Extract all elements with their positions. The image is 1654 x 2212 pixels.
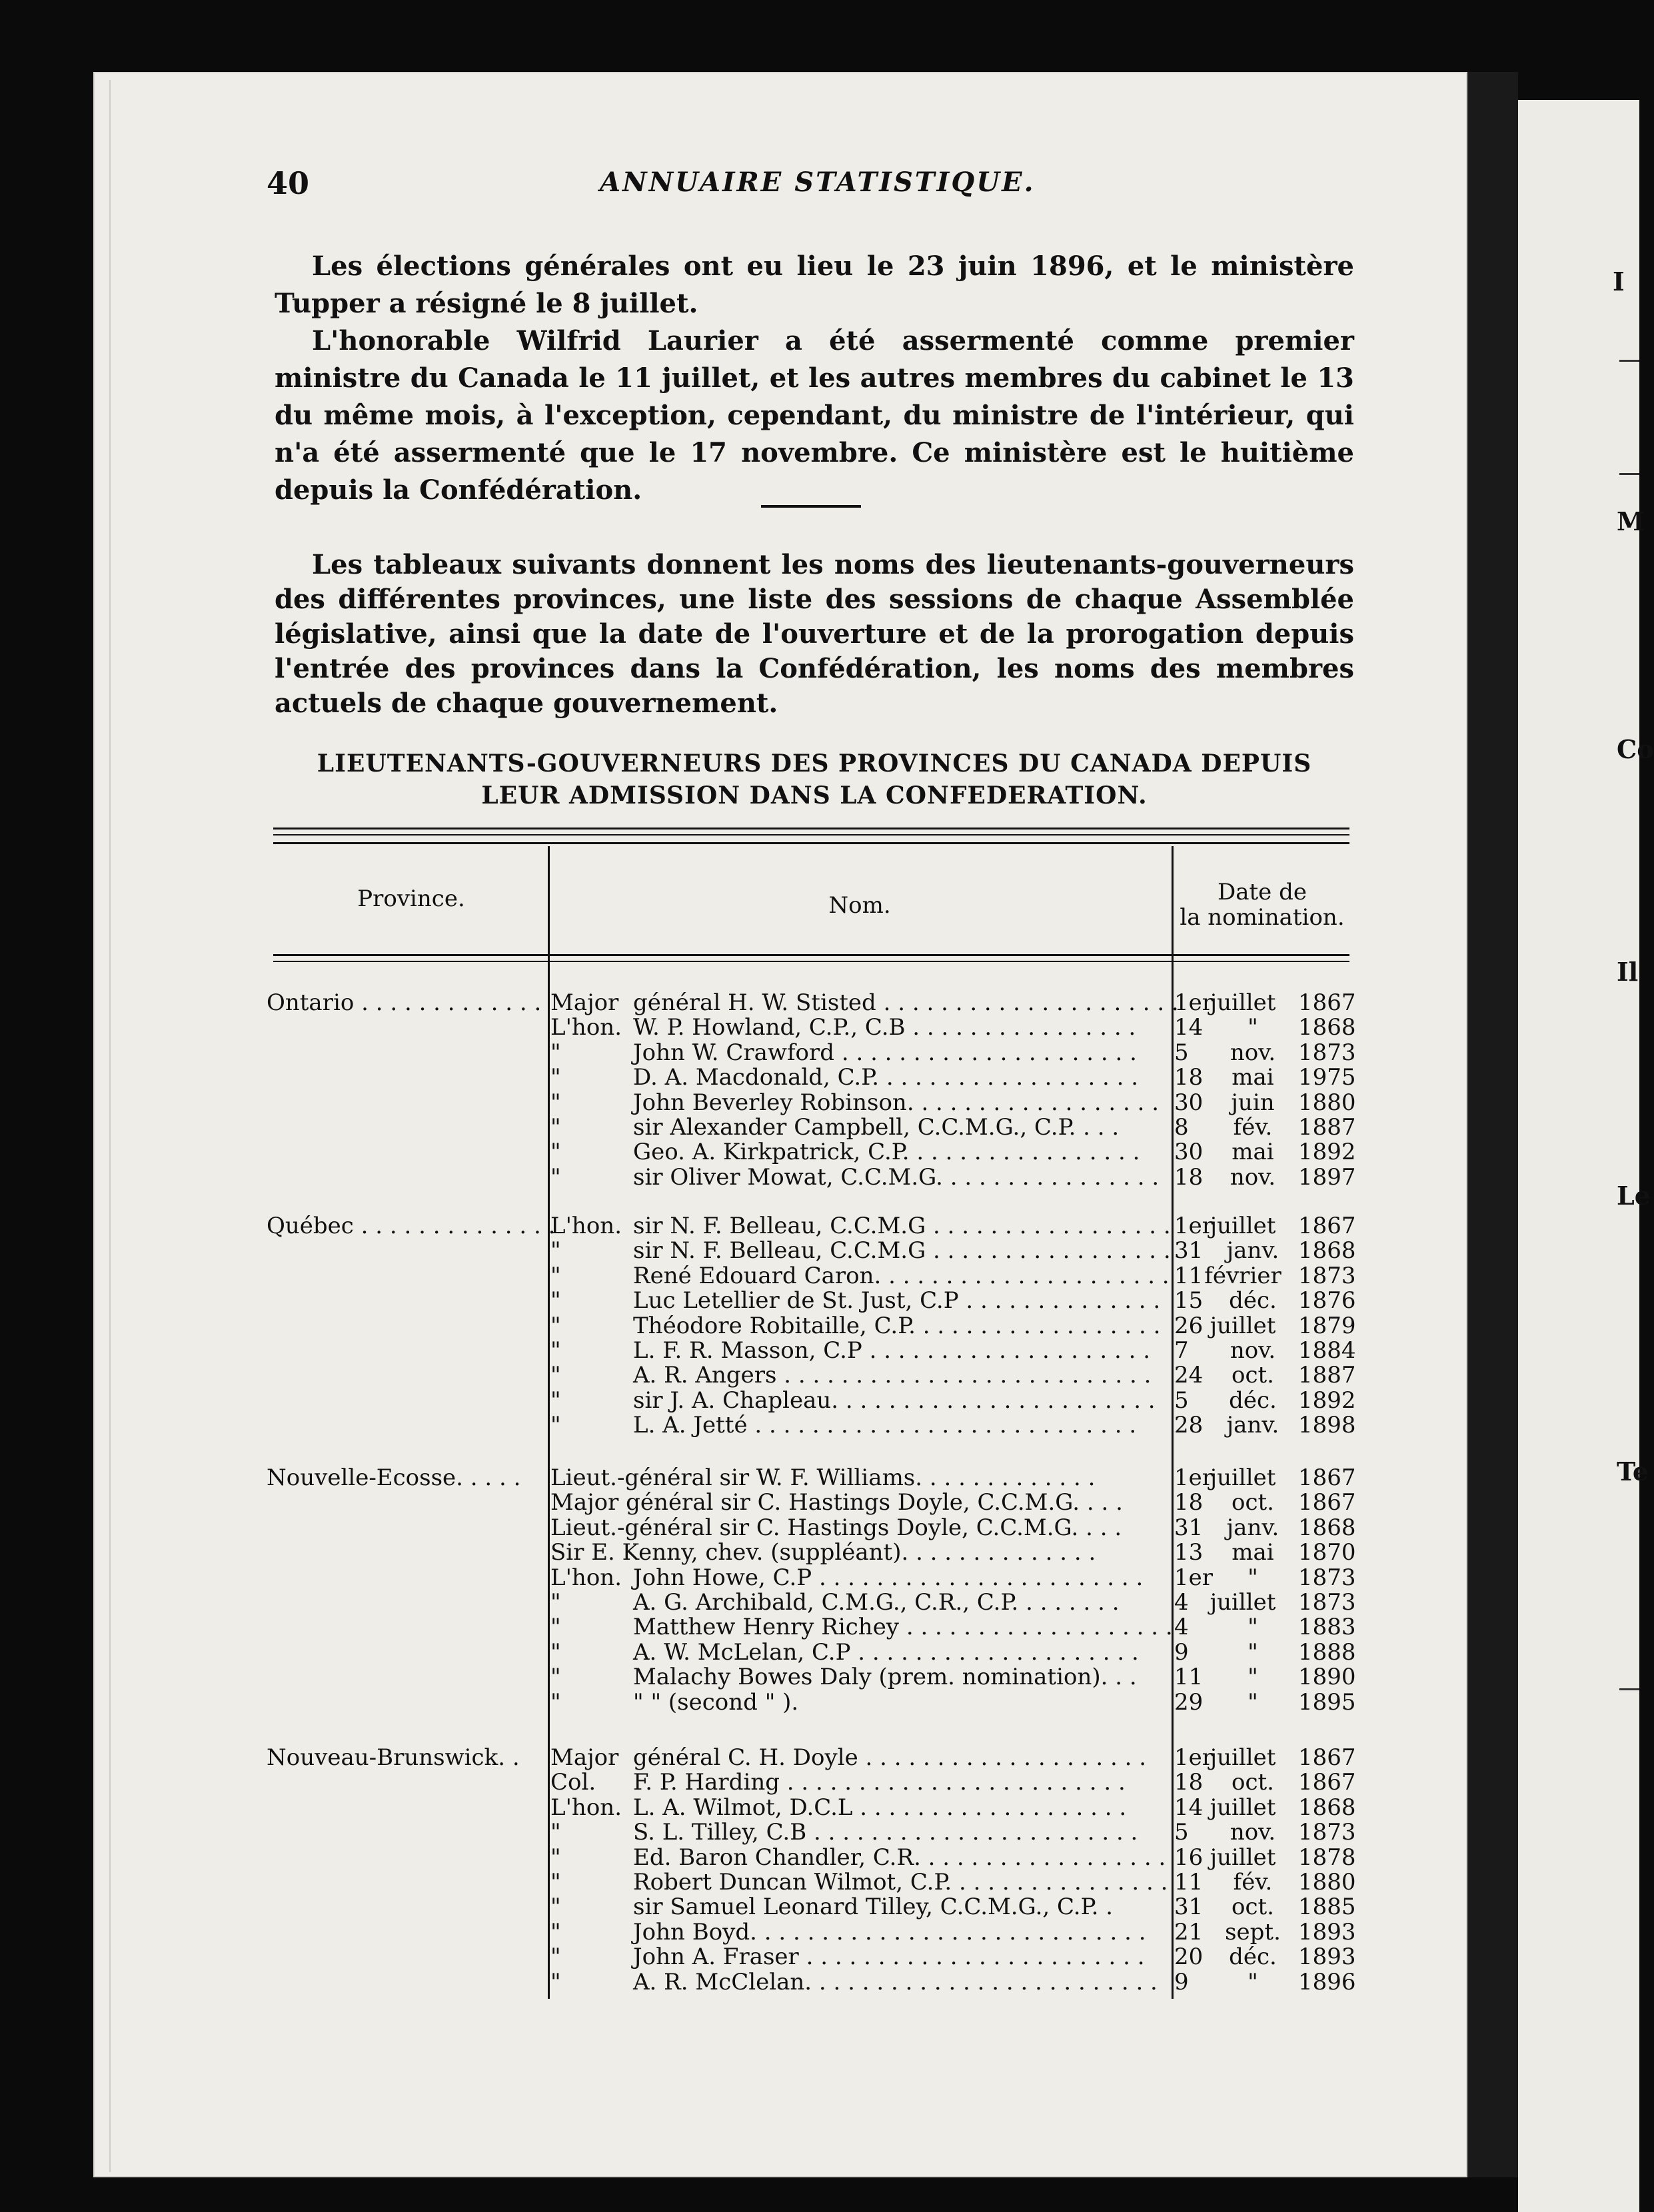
title-cell: L'hon. <box>550 1014 622 1041</box>
day-cell: 9 <box>1174 1639 1189 1666</box>
day-cell: 13 <box>1174 1539 1204 1566</box>
day-cell: 31 <box>1174 1894 1204 1920</box>
table-row <box>0 1490 1373 1515</box>
year-cell: 1867 <box>1298 989 1356 1016</box>
day-cell: 7 <box>1174 1337 1189 1364</box>
title-cell: " <box>550 1139 561 1165</box>
day-cell: 18 <box>1174 1064 1204 1091</box>
name-cell: Robert Duncan Wilmot, C.P. . . . . . . . . . . . . . . . <box>633 1869 1168 1896</box>
month-cell: juillet <box>1210 1464 1276 1491</box>
day-cell: 1er <box>1174 1464 1214 1491</box>
name-cell: Ed. Baron Chandler, C.R. . . . . . . . . . . . . . . . . . <box>633 1844 1166 1871</box>
table-row <box>0 1289 1373 1313</box>
name-cell: S. L. Tilley, C.B . . . . . . . . . . . . . . . . . . . . . . . <box>633 1819 1138 1846</box>
province-cell: Nouvelle-Ecosse. . . . . <box>267 1464 521 1491</box>
name-cell: sir Samuel Leonard Tilley, C.C.M.G., C.P. . <box>633 1894 1114 1920</box>
month-cell: nov. <box>1230 1039 1276 1066</box>
day-cell: 18 <box>1174 1769 1204 1796</box>
section-divider <box>761 505 861 508</box>
month-cell: mai <box>1232 1539 1274 1566</box>
year-cell: 1876 <box>1298 1287 1356 1314</box>
title-cell: " <box>550 1039 561 1066</box>
title-cell: " <box>550 1664 561 1690</box>
table-row <box>0 1640 1373 1665</box>
name-cell: A. G. Archibald, C.M.G., C.R., C.P. . . . . . . . <box>633 1589 1120 1616</box>
name-cell: A. R. McClelan. . . . . . . . . . . . . . . . . . . . . . . . . <box>633 1969 1158 1995</box>
table-row <box>0 1165 1373 1190</box>
name-cell: L. A. Jetté . . . . . . . . . . . . . . . . . . . . . . . . . . . <box>633 1412 1137 1438</box>
name-cell: sir N. F. Belleau, C.C.M.G . . . . . . . . . . . . . . . . . <box>633 1213 1171 1239</box>
month-cell: juillet <box>1210 1744 1276 1771</box>
title-cell: " <box>550 1337 561 1364</box>
year-cell: 1880 <box>1298 1869 1356 1896</box>
year-cell: 1870 <box>1298 1539 1356 1566</box>
year-cell: 1893 <box>1298 1943 1356 1970</box>
month-cell: fév. <box>1233 1869 1273 1896</box>
month-cell: déc. <box>1229 1943 1277 1970</box>
month-cell: " <box>1247 1689 1258 1716</box>
year-cell: 1879 <box>1298 1313 1356 1339</box>
table-row <box>0 1566 1373 1590</box>
title-cell: " <box>550 1313 561 1339</box>
intro-text <box>275 248 1354 509</box>
name-cell: L. A. Wilmot, D.C.L . . . . . . . . . . . . . . . . . . . <box>633 1794 1127 1821</box>
day-cell: 5 <box>1174 1387 1189 1414</box>
table-row <box>0 1870 1373 1895</box>
day-cell: 11 <box>1174 1263 1204 1289</box>
month-cell: déc. <box>1229 1287 1277 1314</box>
day-cell: 31 <box>1174 1514 1204 1541</box>
name-cell: général H. W. Stisted . . . . . . . . . . . . . . . . . . . . . <box>633 989 1179 1016</box>
day-cell: 30 <box>1174 1089 1204 1116</box>
province-cell: Nouveau-Brunswick. . <box>267 1744 520 1771</box>
year-cell: 1867 <box>1298 1489 1356 1516</box>
table-row <box>0 1339 1373 1363</box>
column-header-name: Nom. <box>828 892 891 919</box>
table-row <box>0 1920 1373 1945</box>
year-cell: 1884 <box>1298 1337 1356 1364</box>
title-cell: " <box>550 1164 561 1191</box>
name-cell: Major général sir C. Hastings Doyle, C.C.M.G. . . . <box>550 1489 1123 1516</box>
table-row <box>0 1214 1373 1239</box>
day-cell: 18 <box>1174 1164 1204 1191</box>
day-cell: 15 <box>1174 1287 1204 1314</box>
title-cell: " <box>550 1689 561 1716</box>
year-cell: 1867 <box>1298 1744 1356 1771</box>
table-row <box>0 1895 1373 1920</box>
day-cell: 16 <box>1174 1844 1204 1871</box>
month-cell: nov. <box>1230 1164 1276 1191</box>
table-row <box>0 1690 1373 1715</box>
table-title-line: LEUR ADMISSION DANS LA CONFEDERATION. <box>481 782 1148 810</box>
tables-intro-paragraph: Les tableaux suivants donnent les noms des lieutenants-gouverneurs des différentes provinces, une liste des sessions de chaque Assemblée législative, ainsi que la date de l'ouverture et de la prorogation depuis l'entrée des provinces dans la Confédération, les noms des membres actuels de chaque gouvernement. <box>275 549 1354 719</box>
day-cell: 5 <box>1174 1039 1189 1066</box>
table-row <box>0 1314 1373 1339</box>
title-cell: " <box>550 1919 561 1945</box>
table-row <box>0 1388 1373 1413</box>
year-cell: 1887 <box>1298 1362 1356 1388</box>
month-cell: " <box>1247 1969 1258 1995</box>
day-cell: 30 <box>1174 1139 1204 1165</box>
column-header-date-line: Date de <box>1217 879 1307 905</box>
table-row <box>0 1590 1373 1615</box>
table-row <box>0 1945 1373 1969</box>
month-cell: " <box>1247 1564 1258 1591</box>
name-cell: sir Oliver Mowat, C.C.M.G. . . . . . . . . . . . . . . . <box>633 1164 1160 1191</box>
adjacent-fragment: M <box>1617 506 1645 536</box>
title-cell: " <box>550 1064 561 1091</box>
month-cell: juillet <box>1210 1844 1276 1871</box>
month-cell: fév. <box>1233 1114 1273 1141</box>
title-cell: " <box>550 1969 561 1995</box>
name-cell: John A. Fraser . . . . . . . . . . . . . . . . . . . . . . . . <box>633 1943 1145 1970</box>
header-bottom-rule <box>273 954 1349 956</box>
name-cell: A. W. McLelan, C.P . . . . . . . . . . . . . . . . . . . . <box>633 1639 1139 1666</box>
name-cell: John Boyd. . . . . . . . . . . . . . . . . . . . . . . . . . . . <box>633 1919 1146 1945</box>
year-cell: 1867 <box>1298 1464 1356 1491</box>
day-cell: 31 <box>1174 1237 1204 1264</box>
year-cell: 1883 <box>1298 1614 1356 1640</box>
month-cell: mai <box>1232 1064 1274 1091</box>
name-cell: F. P. Harding . . . . . . . . . . . . . . . . . . . . . . . . <box>633 1769 1126 1796</box>
adjacent-fragment: Le <box>1617 1181 1651 1211</box>
title-cell: " <box>550 1844 561 1871</box>
year-cell: 1885 <box>1298 1894 1356 1920</box>
table-row <box>0 1413 1373 1438</box>
month-cell: février <box>1204 1263 1281 1289</box>
month-cell: juillet <box>1210 1313 1276 1339</box>
year-cell: 1873 <box>1298 1263 1356 1289</box>
adjacent-rule <box>1619 473 1639 475</box>
title-cell: L'hon. <box>550 1564 622 1591</box>
day-cell: 18 <box>1174 1489 1204 1516</box>
month-cell: janv. <box>1226 1514 1279 1541</box>
year-cell: 1890 <box>1298 1664 1356 1690</box>
adjacent-page <box>1518 100 1639 2212</box>
day-cell: 11 <box>1174 1869 1204 1896</box>
adjacent-rule <box>1619 1688 1639 1690</box>
intro-paragraph: L'honorable Wilfrid Laurier a été assermenté comme premier ministre du Canada le 11 juillet, et les autres membres du cabinet le 13 du même mois, à l'exception, cependant, du ministre de l'intérieur, qui n'a été assermenté que le 17 novembre. Ce ministère est le huitième depuis la Confédération. <box>275 325 1354 506</box>
name-cell: D. A. Macdonald, C.P. . . . . . . . . . . . . . . . . . . <box>633 1064 1139 1091</box>
table-row <box>0 1820 1373 1845</box>
title-cell: " <box>550 1943 561 1970</box>
title-cell: " <box>550 1114 561 1141</box>
title-cell: " <box>550 1819 561 1846</box>
table-row <box>0 1140 1373 1165</box>
name-cell: Geo. A. Kirkpatrick, C.P. . . . . . . . . . . . . . . . . <box>633 1139 1140 1165</box>
title-cell: Major <box>550 989 619 1016</box>
year-cell: 1880 <box>1298 1089 1356 1116</box>
month-cell: mai <box>1232 1139 1274 1165</box>
day-cell: 5 <box>1174 1819 1189 1846</box>
header-bottom-rule <box>273 961 1349 962</box>
tables-intro <box>275 548 1354 721</box>
adjacent-fragment: I <box>1613 267 1625 296</box>
name-cell: Théodore Robitaille, C.P. . . . . . . . . . . . . . . . . . <box>633 1313 1161 1339</box>
year-cell: 1895 <box>1298 1689 1356 1716</box>
name-cell: W. P. Howland, C.P., C.B . . . . . . . . . . . . . . . . <box>633 1014 1136 1041</box>
title-cell: " <box>550 1412 561 1438</box>
name-cell: sir Alexander Campbell, C.C.M.G., C.P. . . . <box>633 1114 1120 1141</box>
month-cell: oct. <box>1232 1362 1274 1388</box>
title-cell: " <box>550 1639 561 1666</box>
year-cell: 1896 <box>1298 1969 1356 1995</box>
name-cell: sir J. A. Chapleau. . . . . . . . . . . . . . . . . . . . . . . <box>633 1387 1156 1414</box>
day-cell: 20 <box>1174 1943 1204 1970</box>
day-cell: 29 <box>1174 1689 1204 1716</box>
binding-gutter <box>1467 72 1518 2177</box>
table-top-rule <box>273 828 1349 830</box>
province-cell: Ontario . . . . . . . . . . . . . <box>267 989 542 1016</box>
year-cell: 1975 <box>1298 1064 1356 1091</box>
table-row <box>0 1796 1373 1820</box>
year-cell: 1892 <box>1298 1139 1356 1165</box>
running-title: ANNUAIRE STATISTIQUE. <box>600 167 1036 198</box>
title-cell: " <box>550 1263 561 1289</box>
name-cell: A. R. Angers . . . . . . . . . . . . . . . . . . . . . . . . . . <box>633 1362 1152 1388</box>
year-cell: 1893 <box>1298 1919 1356 1945</box>
day-cell: 4 <box>1174 1589 1189 1616</box>
title-cell: " <box>550 1237 561 1264</box>
day-cell: 21 <box>1174 1919 1204 1945</box>
day-cell: 9 <box>1174 1969 1189 1995</box>
title-cell: " <box>550 1362 561 1388</box>
name-cell: John Howe, C.P . . . . . . . . . . . . . . . . . . . . . . . <box>633 1564 1144 1591</box>
month-cell: juillet <box>1210 989 1276 1016</box>
year-cell: 1873 <box>1298 1589 1356 1616</box>
table-row <box>0 1091 1373 1115</box>
month-cell: " <box>1247 1664 1258 1690</box>
name-cell: général C. H. Doyle . . . . . . . . . . . . . . . . . . . . <box>633 1744 1147 1771</box>
adjacent-rule <box>1619 360 1639 362</box>
year-cell: 1868 <box>1298 1794 1356 1821</box>
title-cell: " <box>550 1894 561 1920</box>
title-cell: " <box>550 1287 561 1314</box>
month-cell: nov. <box>1230 1337 1276 1364</box>
table-row <box>0 1540 1373 1565</box>
month-cell: nov. <box>1230 1819 1276 1846</box>
title-cell: L'hon. <box>550 1794 622 1821</box>
day-cell: 1er <box>1174 989 1214 1016</box>
table-row <box>0 1846 1373 1870</box>
year-cell: 1878 <box>1298 1844 1356 1871</box>
year-cell: 1868 <box>1298 1237 1356 1264</box>
name-cell: sir N. F. Belleau, C.C.M.G . . . . . . . . . . . . . . . . . <box>633 1237 1171 1264</box>
month-cell: " <box>1247 1014 1258 1041</box>
name-cell: L. F. R. Masson, C.P . . . . . . . . . . . . . . . . . . . . <box>633 1337 1151 1364</box>
table-row <box>0 1115 1373 1140</box>
name-cell: Matthew Henry Richey . . . . . . . . . . . . . . . . . . . <box>633 1614 1173 1640</box>
table-row <box>0 1239 1373 1263</box>
adjacent-fragment: Co <box>1617 734 1654 764</box>
year-cell: 1887 <box>1298 1114 1356 1141</box>
month-cell: janv. <box>1226 1412 1279 1438</box>
column-header-date-line: la nomination. <box>1180 904 1345 931</box>
year-cell: 1898 <box>1298 1412 1356 1438</box>
table-row <box>0 1770 1373 1795</box>
month-cell: oct. <box>1232 1894 1274 1920</box>
table-top-rule <box>273 834 1349 835</box>
table-row <box>0 1746 1373 1770</box>
month-cell: juillet <box>1210 1589 1276 1616</box>
table-title <box>275 748 1354 812</box>
name-cell: Lieut.-général sir C. Hastings Doyle, C.C.M.G. . . . <box>550 1514 1122 1541</box>
year-cell: 1897 <box>1298 1164 1356 1191</box>
day-cell: 24 <box>1174 1362 1204 1388</box>
table-title-line: LIEUTENANTS-GOUVERNEURS DES PROVINCES DU CANADA DEPUIS <box>317 750 1312 778</box>
day-cell: 8 <box>1174 1114 1189 1141</box>
month-cell: janv. <box>1226 1237 1279 1264</box>
day-cell: 11 <box>1174 1664 1204 1690</box>
year-cell: 1888 <box>1298 1639 1356 1666</box>
adjacent-fragment: Te <box>1617 1456 1649 1486</box>
title-cell: " <box>550 1089 561 1116</box>
table-row <box>0 1970 1373 1995</box>
page-number: 40 <box>267 165 310 201</box>
table-row <box>0 1615 1373 1640</box>
day-cell: 1er <box>1174 1564 1214 1591</box>
day-cell: 26 <box>1174 1313 1204 1339</box>
adjacent-fragment: Il <box>1617 957 1639 987</box>
table-row <box>0 1516 1373 1540</box>
table-row <box>0 1015 1373 1040</box>
day-cell: 4 <box>1174 1614 1189 1640</box>
day-cell: 1er <box>1174 1213 1214 1239</box>
day-cell: 14 <box>1174 1014 1204 1041</box>
year-cell: 1892 <box>1298 1387 1356 1414</box>
name-cell: René Edouard Caron. . . . . . . . . . . . . . . . . . . . . <box>633 1263 1170 1289</box>
title-cell: " <box>550 1869 561 1896</box>
year-cell: 1873 <box>1298 1564 1356 1591</box>
month-cell: sept. <box>1225 1919 1281 1945</box>
month-cell: oct. <box>1232 1489 1274 1516</box>
table-row <box>0 991 1373 1015</box>
name-cell: Luc Letellier de St. Just, C.P . . . . . . . . . . . . . . <box>633 1287 1161 1314</box>
column-header-province: Province. <box>357 885 465 912</box>
day-cell: 28 <box>1174 1412 1204 1438</box>
intro-paragraph: Les élections générales ont eu lieu le 23 juin 1896, et le ministère Tupper a résigné le 8 juillet. <box>275 251 1354 319</box>
column-header-date <box>1173 879 1351 930</box>
name-cell: Lieut.-général sir W. F. Williams. . . . . . . . . . . . . <box>550 1464 1096 1491</box>
table-row <box>0 1264 1373 1289</box>
day-cell: 14 <box>1174 1794 1204 1821</box>
title-cell: Col. <box>550 1769 596 1796</box>
name-cell: Sir E. Kenny, chev. (suppléant). . . . . . . . . . . . . . <box>550 1539 1096 1566</box>
name-cell: " " (second " ). <box>633 1689 799 1716</box>
name-cell: Malachy Bowes Daly (prem. nomination). . . <box>633 1664 1137 1690</box>
month-cell: juillet <box>1210 1213 1276 1239</box>
table-row <box>0 1041 1373 1065</box>
title-cell: " <box>550 1589 561 1616</box>
title-cell: L'hon. <box>550 1213 622 1239</box>
year-cell: 1867 <box>1298 1769 1356 1796</box>
table-row <box>0 1466 1373 1490</box>
day-cell: 1er <box>1174 1744 1214 1771</box>
name-cell: John Beverley Robinson. . . . . . . . . . . . . . . . . . <box>633 1089 1160 1116</box>
title-cell: " <box>550 1614 561 1640</box>
month-cell: " <box>1247 1639 1258 1666</box>
year-cell: 1868 <box>1298 1514 1356 1541</box>
month-cell: " <box>1247 1614 1258 1640</box>
table-row <box>0 1065 1373 1090</box>
title-cell: Major <box>550 1744 619 1771</box>
month-cell: oct. <box>1232 1769 1274 1796</box>
table-row <box>0 1665 1373 1690</box>
month-cell: juillet <box>1210 1794 1276 1821</box>
month-cell: juin <box>1231 1089 1275 1116</box>
year-cell: 1873 <box>1298 1039 1356 1066</box>
table-row <box>0 1363 1373 1388</box>
table-top-rule <box>273 842 1349 844</box>
name-cell: John W. Crawford . . . . . . . . . . . . . . . . . . . . . <box>633 1039 1137 1066</box>
title-cell: " <box>550 1387 561 1414</box>
year-cell: 1873 <box>1298 1819 1356 1846</box>
province-cell: Québec . . . . . . . . . . . . . . <box>267 1213 556 1239</box>
year-cell: 1868 <box>1298 1014 1356 1041</box>
month-cell: déc. <box>1229 1387 1277 1414</box>
year-cell: 1867 <box>1298 1213 1356 1239</box>
